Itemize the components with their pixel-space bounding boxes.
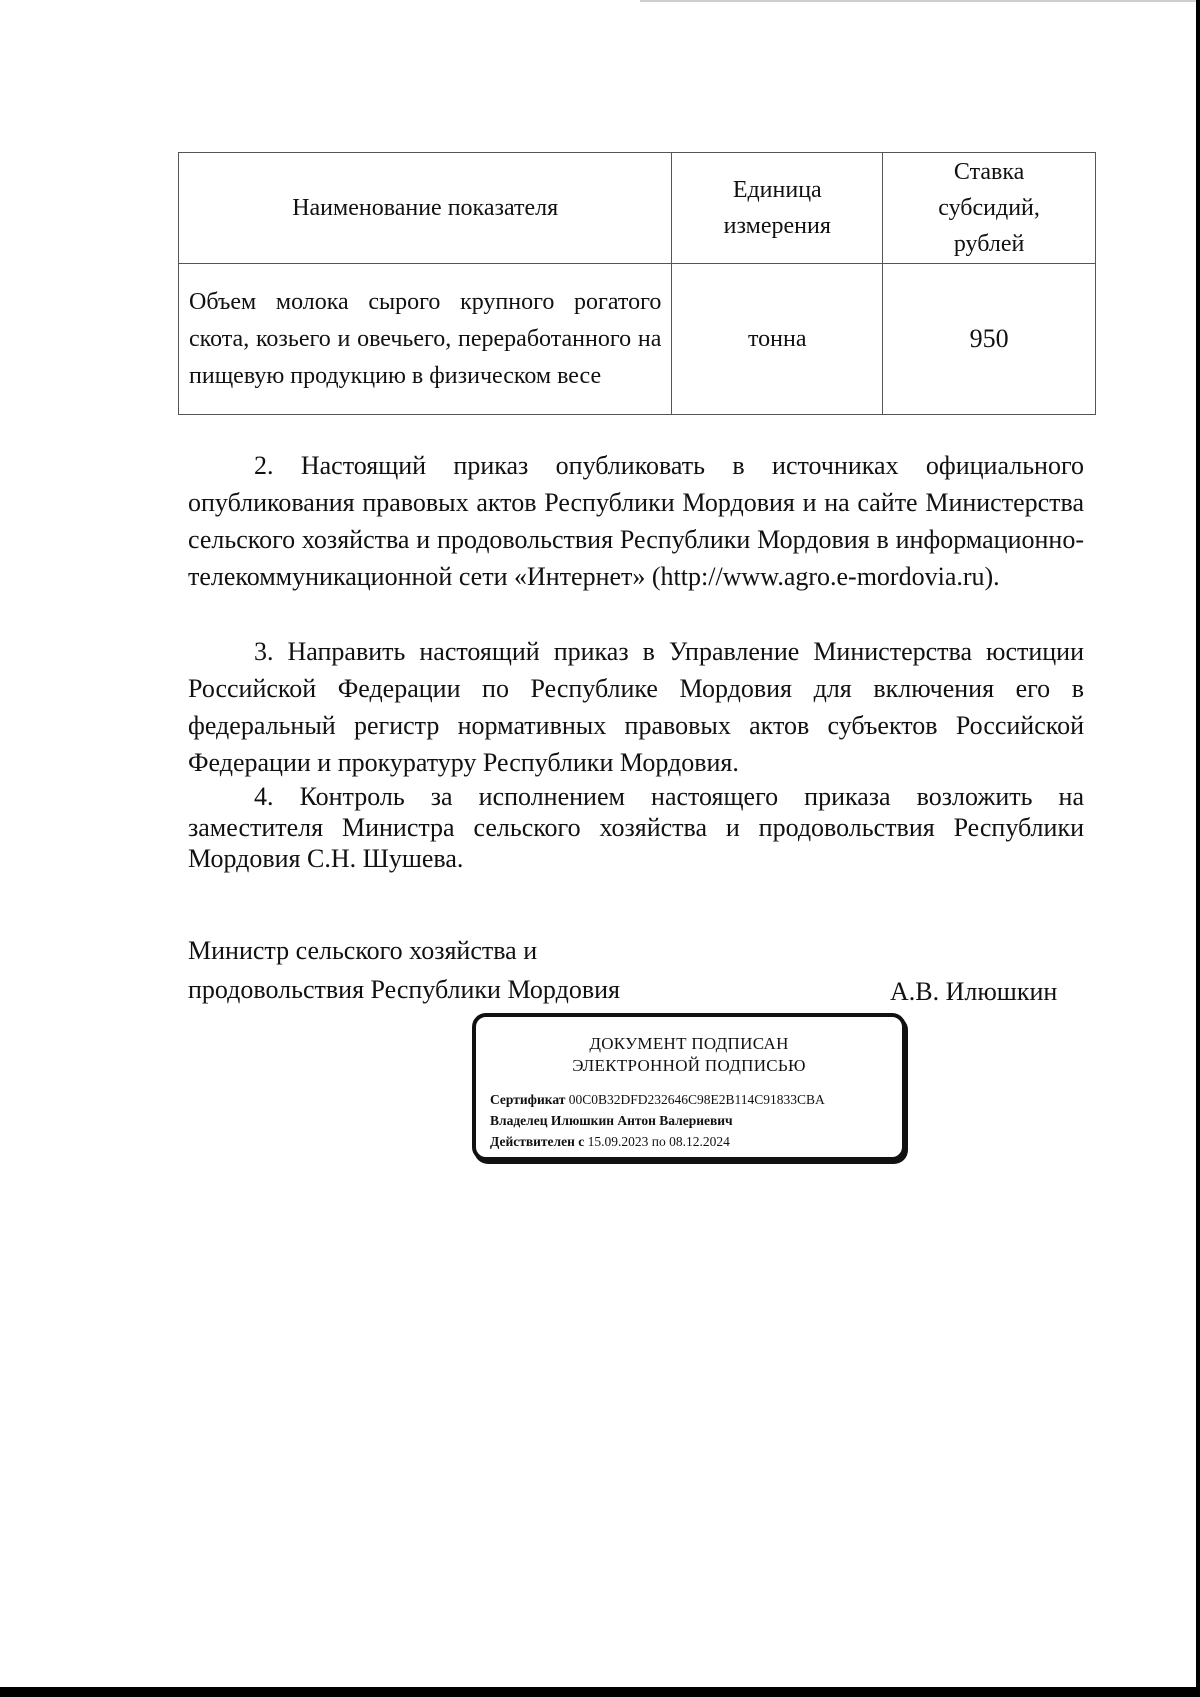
subsidy-rate-table [178,152,1096,415]
stamp-valid-to: 08.12.2024 [669,1134,730,1149]
scan-right-edge [1196,0,1200,1697]
stamp-title [476,1033,902,1077]
stamp-owner-label: Владелец [490,1113,548,1128]
signatory-position-line1: Министр сельского хозяйства и [188,936,538,965]
table-header-row [179,153,1096,264]
header-unit [672,153,883,264]
header-rate-line2: субсидий, [938,195,1040,221]
stamp-validity-row [490,1131,902,1152]
header-indicator-name [179,153,672,264]
cell-rate: 950 [883,264,1096,415]
header-unit-line2: измерения [723,213,831,239]
stamp-owner-value: Илюшкин Антон Валериевич [550,1113,733,1128]
stamp-certificate-label: Сертификат [490,1092,566,1107]
signatory-name: А.В. Илюшкин [890,977,1058,1006]
header-rate-line3: рублей [953,231,1025,257]
paragraph-3-registration: 3. Направить настоящий приказ в Управление Министерства юстиции Российской Федерации по Республике Мордовия для включения его в федеральный регистр нормативных правовых актов субъектов Российской Федерации и прокуратуру Республики Мордовия. [188,637,1084,777]
stamp-title-line1: ДОКУМЕНТ ПОДПИСАН [589,1034,789,1053]
paragraph-4-control: 4. Контроль за исполнением настоящего приказа возложить на заместителя Министра сельского хозяйства и продовольствия Республики Мордовия С.Н. Шушева. [188,782,1084,873]
header-unit-line1: Единица [732,177,822,203]
paragraph-2-publication: 2. Настоящий приказ опубликовать в источниках официального опубликования правовых актов Республики Мордовия и на сайте Министерства сельского хозяйства и продовольствия Республики Мордовия в информационно-телекоммуникационной сети «Интернет» (http://www.agro.e-mordovia.ru). [188,451,1084,591]
header-rate [883,153,1096,264]
header-rate-line1: Ставка [953,159,1025,185]
scan-bottom-edge [0,1687,1200,1697]
cell-unit: тонна [672,264,883,415]
scan-top-edge [640,0,1200,2]
stamp-owner-row [490,1110,902,1131]
stamp-certificate-row [490,1089,902,1110]
table-row [179,264,1096,415]
stamp-valid-to-label: по [651,1134,666,1149]
signatory-position [188,931,620,1009]
header-indicator-name-text: Наименование показателя [292,195,559,221]
stamp-valid-from: 15.09.2023 [587,1134,649,1149]
stamp-details [476,1089,902,1152]
electronic-signature-stamp [472,1013,906,1161]
stamp-title-line2: ЭЛЕКТРОННОЙ ПОДПИСЬЮ [572,1056,806,1075]
stamp-validity-label: Действителен с [490,1134,585,1149]
signatory-position-line2: продовольствия Республики Мордовия [188,975,620,1004]
cell-indicator-name: Объем молока сырого крупного рогатого скота, козьего и овечьего, переработанного на пищевую продукцию в физическом весе [179,264,672,415]
stamp-certificate-value: 00C0B32DFD232646C98E2B114C91833CBA [568,1092,825,1107]
